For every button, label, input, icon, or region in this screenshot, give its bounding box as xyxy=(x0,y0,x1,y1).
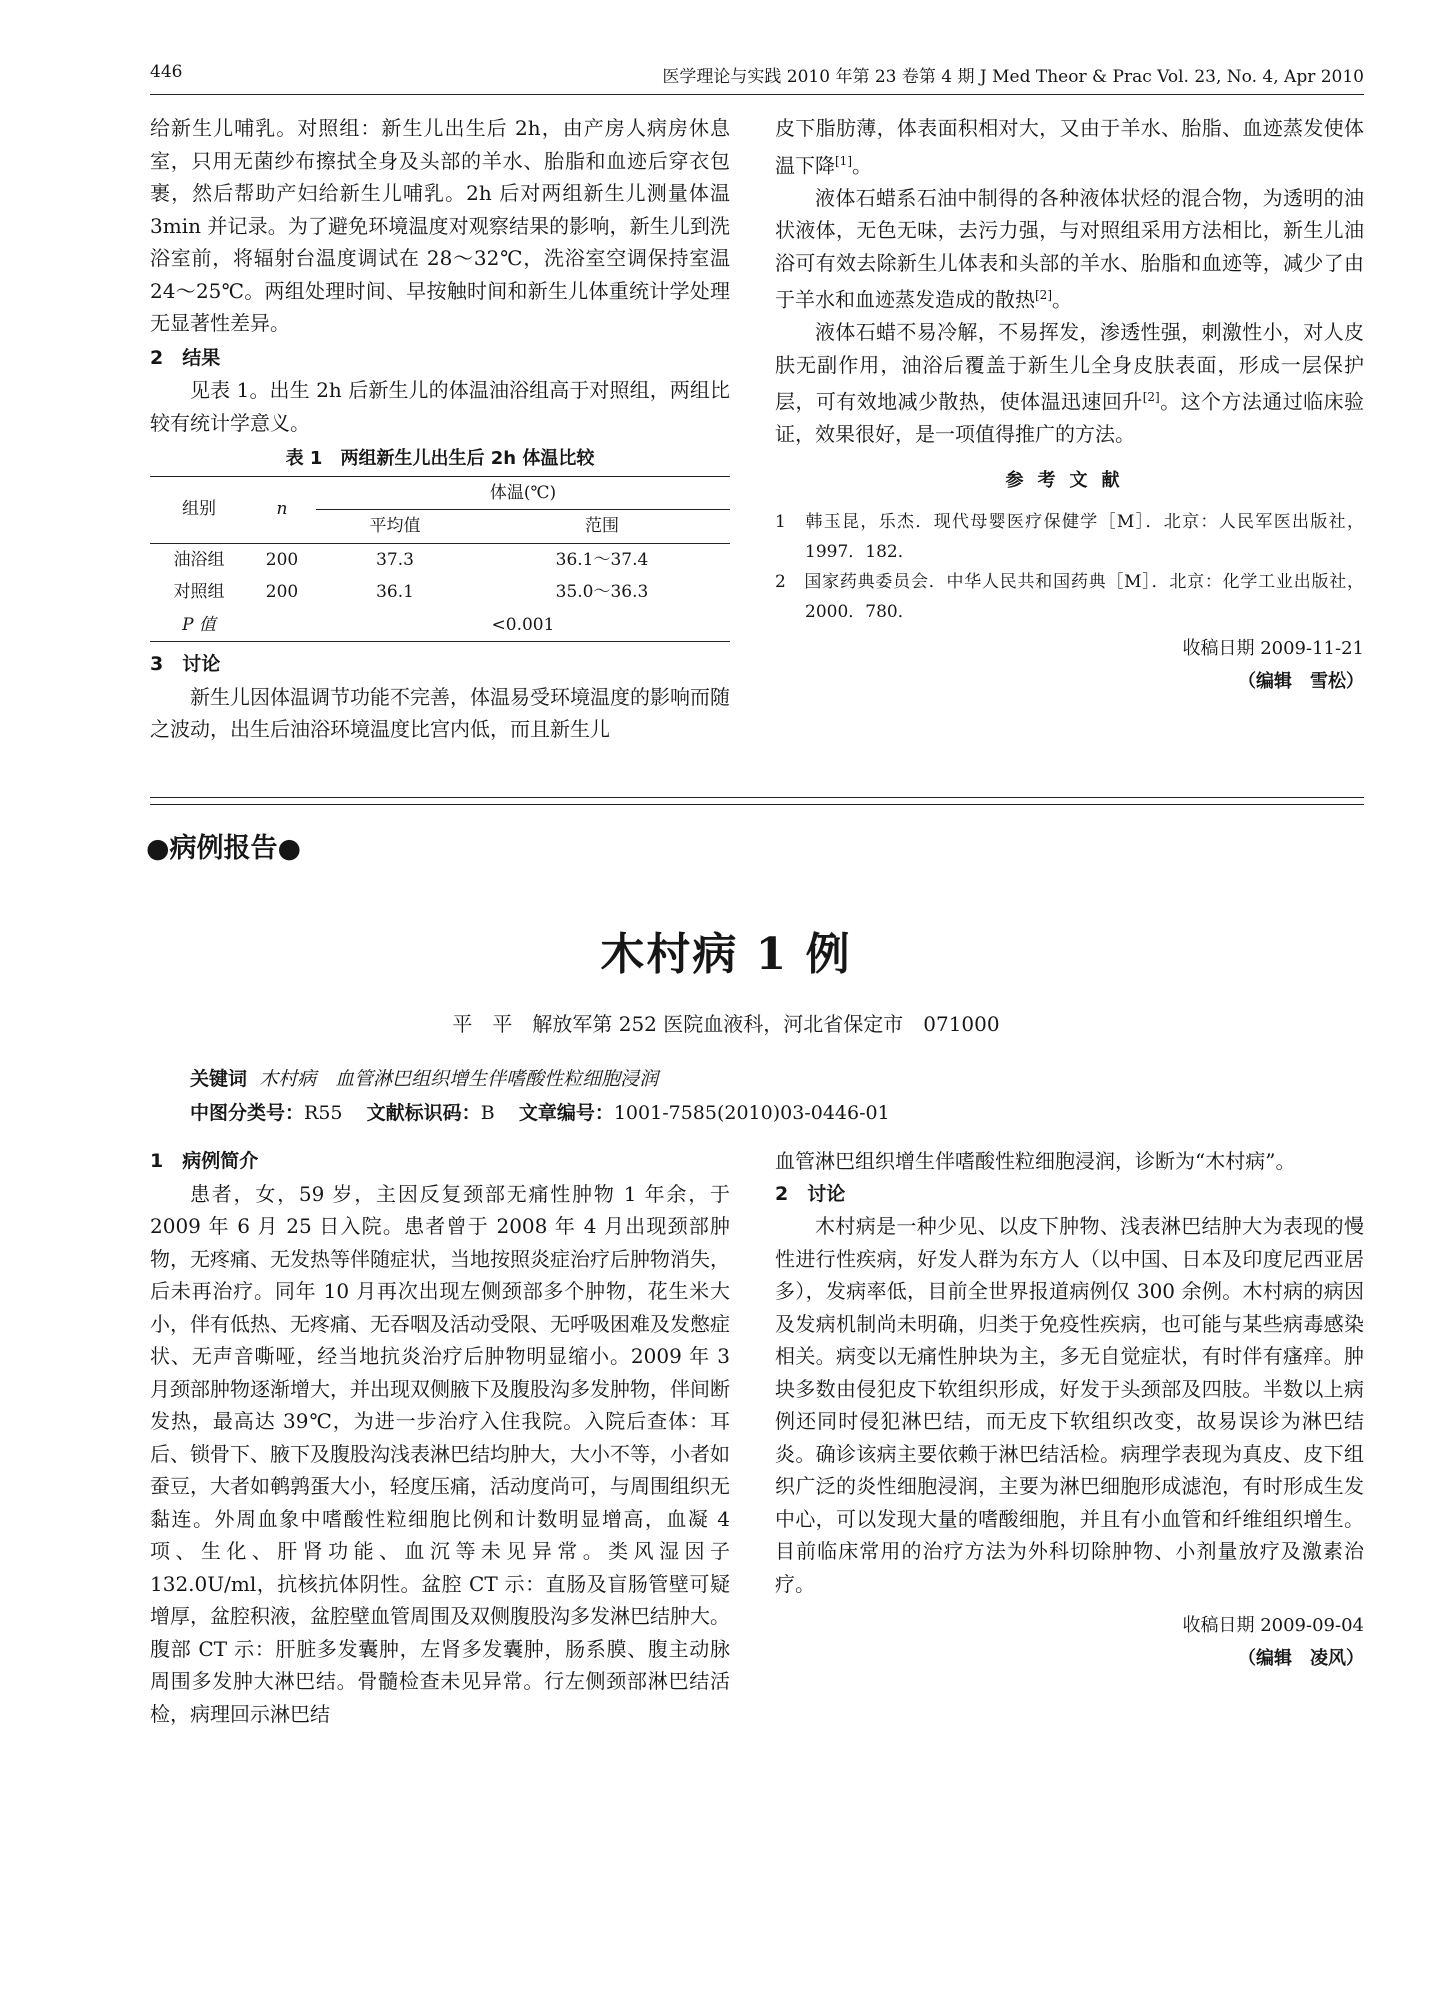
paragraph: 新生儿因体温调节功能不完善，体温易受环境温度的影响而随之波动，出生后油浴环境温度比宫内低，而且新生儿 xyxy=(150,684,730,741)
section-divider xyxy=(150,797,1364,805)
editor-note: （编辑 雪松） xyxy=(1238,670,1364,692)
cell-mean: 36.1 xyxy=(376,582,414,602)
keywords: 木村病 血管淋巴组织增生伴嗜酸性粒细胞浸润 xyxy=(259,1068,659,1090)
cell-range: 35.0～36.3 xyxy=(555,582,649,602)
doc-label: 文献标识码： xyxy=(366,1102,481,1124)
doc-value: B xyxy=(480,1102,495,1124)
received-date: 收稿日期 2009-09-04 xyxy=(1182,1615,1364,1636)
reference-item: 2 国家药典委员会．中华人民共和国药典［M］．北京：化学工业出版社，2000．780． xyxy=(775,572,1364,623)
paragraph: 血管淋巴组织增生伴嗜酸性粒细胞浸润，诊断为“木村病”。 xyxy=(775,1149,1296,1173)
references-title: 参考文献 xyxy=(1005,469,1134,491)
article-no-value: 1001-7585(2010)03-0446-01 xyxy=(613,1102,890,1124)
header-mean: 平均值 xyxy=(316,510,474,544)
header-group: 组别 xyxy=(150,476,248,543)
page-number: 446 xyxy=(150,62,183,82)
cell-p-label: P 值 xyxy=(182,614,216,635)
section-heading: 1 病例简介 xyxy=(150,1150,259,1172)
classification-line xyxy=(190,1098,890,1125)
class-label: 中图分类号： xyxy=(190,1102,305,1124)
temperature-table xyxy=(150,476,730,643)
cell-p-value: <0.001 xyxy=(491,614,555,635)
section-heading: 3 讨论 xyxy=(150,653,221,675)
table-row xyxy=(150,576,730,609)
paragraph: 给新生儿哺乳。对照组：新生儿出生后 2h，由产房人病房休息室，只用无菌纱布擦拭全身及头部的羊水、胎脂和血迹后穿衣包裹，然后帮助产妇给新生儿哺乳。2h 后对两组新生儿测量体温 3min 并记录。为了避免环境温度对观察结果的影响，新生儿到洗浴室前，将辐射台温度调试在 28～32℃，洗浴室空调保持室温 24～25℃。两组处理时间、早按触时间和新生儿体重统计学处理无显著性差异。 xyxy=(150,116,730,335)
paragraph: 皮下脂肪薄，体表面积相对大，又由于羊水、胎脂、血迹蒸发使体温下降[1]。 xyxy=(775,116,1364,178)
cell-mean: 37.3 xyxy=(376,549,414,570)
bottom-left-column xyxy=(150,1145,730,1730)
received-date: 收稿日期 2009-11-21 xyxy=(1182,638,1364,660)
table-caption: 表 1 两组新生儿出生后 2h 体温比较 xyxy=(285,448,595,469)
header-range: 范围 xyxy=(474,510,730,544)
section-heading: 2 讨论 xyxy=(775,1182,846,1205)
bottom-right-column xyxy=(775,1145,1364,1675)
author-affiliation: 平 平 解放军第 252 医院血液科，河北省保定市 071000 xyxy=(452,1012,1000,1036)
reference-item: 1 韩玉昆，乐杰．现代母婴医疗保健学［M］．北京：人民军医出版社，1997．182． xyxy=(775,512,1364,563)
header-n: n xyxy=(248,476,316,543)
top-left-column xyxy=(150,112,730,746)
editor-note: （编辑 凌风） xyxy=(1238,1647,1364,1669)
table-row xyxy=(150,543,730,576)
section-heading: 2 结果 xyxy=(150,346,221,369)
class-value: R55 xyxy=(304,1102,343,1124)
header-rule xyxy=(150,94,1364,95)
paragraph: 木村病是一种少见、以皮下肿物、浅表淋巴结肿大为表现的慢性进行性疾病，好发人群为东方人（以中国、日本及印度尼西亚居多），发病率低，目前全世界报道病例仅 300 余例。木村病的病因及发病机制尚未明确，归类于免疫性疾病，也可能与某些病毒感染相关。病变以无痛性肿块为主，多无自觉症状，有时伴有瘙痒。肿块多数由侵犯皮下软组织形成，好发于头颈部及四肢。半数以上病例还同时侵犯淋巴结，而无皮下软组织改变，故易误诊为淋巴结炎。确诊该病主要依赖于淋巴结活检。病理学表现为真皮、皮下组织广泛的炎性细胞浸润，主要为淋巴细胞形成滤泡，有时形成生发中心，可以发现大量的嗜酸细胞，并且有小血管和纤维组织增生。目前临床常用的治疗方法为外科切除肿物、小剂量放疗及激素治疗。 xyxy=(775,1214,1364,1596)
keywords-label: 关键词 xyxy=(190,1068,248,1090)
keywords-line xyxy=(190,1064,658,1091)
cell-group: 对照组 xyxy=(173,582,225,602)
paragraph: 液体石蜡系石油中制得的各种液体状烃的混合物，为透明的油状液体，无色无味，去污力强，与对照组采用方法相比，新生儿油浴可有效去除新生儿体表和头部的羊水、胎脂和血迹等，减少了由于羊水和血迹蒸发造成的散热[2]。 xyxy=(775,185,1364,312)
paragraph: 见表 1。出生 2h 后新生儿的体温油浴组高于对照组，两组比较有统计学意义。 xyxy=(150,378,730,435)
cell-n: 200 xyxy=(265,549,299,570)
cell-range: 36.1～37.4 xyxy=(555,549,649,570)
top-right-column xyxy=(775,112,1364,698)
paragraph: 患者，女，59 岁，主因反复颈部无痛性肿物 1 年余，于 2009 年 6 月 25 日入院。患者曾于 2008 年 4 月出现颈部肿物，无疼痛、无发热等伴随症状，当地按照炎症治疗后肿物消失，后未再治疗。同年 10 月再次出现左侧颈部多个肿物，花生米大小，伴有低热、无疼痛、无吞咽及活动受限、无呼吸困难及发憋症状、无声音嘶哑，经当地抗炎治疗后肿物明显缩小。2009 年 3 月颈部肿物逐渐增大，并出现双侧腋下及腹股沟多发肿物，伴间断发热，最高达 39℃，为进一步治疗入住我院。入院后查体：耳后、锁骨下、腋下及腹股沟浅表淋巴结均肿大，大小不等，小者如蚕豆，大者如鹌鹑蛋大小，轻度压痛，活动度尚可，与周围组织无黏连。外周血象中嗜酸性粒细胞比例和计数明显增高，血凝 4 项、生化、肝肾功能、血沉等未见异常。类风湿因子 132.0U/ml，抗核抗体阴性。盆腔 CT 示：直肠及盲肠管壁可疑增厚，盆腔积液，盆腔壁血管周围及双侧腹股沟多发淋巴结肿大。腹部 CT 示：肝脏多发囊肿，左肾多发囊肿，肠系膜、腹主动脉周围多发肿大淋巴结。骨髓检查未见异常。行左侧颈部淋巴结活检，病理回示淋巴结 xyxy=(150,1181,730,1726)
header-temp: 体温(℃) xyxy=(316,476,730,510)
section-label: ●病例报告● xyxy=(146,833,302,864)
paragraph: 液体石蜡不易冷解，不易挥发，渗透性强，刺激性小，对人皮肤无副作用，油浴后覆盖于新生儿全身皮肤表面，形成一层保护层，可有效地减少散热，使体温迅速回升[2]。这个方法通过临床验证，效果很好，是一项值得推广的方法。 xyxy=(775,320,1365,447)
cell-n: 200 xyxy=(265,582,299,602)
cell-group: 油浴组 xyxy=(173,549,225,570)
table-row xyxy=(150,609,730,642)
journal-header: 医学理论与实践 2010 年第 23 卷第 4 期 J Med Theor & Prac Vol. 23, No. 4, Apr 2010 xyxy=(662,67,1364,87)
article-no-label: 文章编号： xyxy=(518,1102,614,1124)
article-title: 木村病 1 例 xyxy=(600,929,852,980)
